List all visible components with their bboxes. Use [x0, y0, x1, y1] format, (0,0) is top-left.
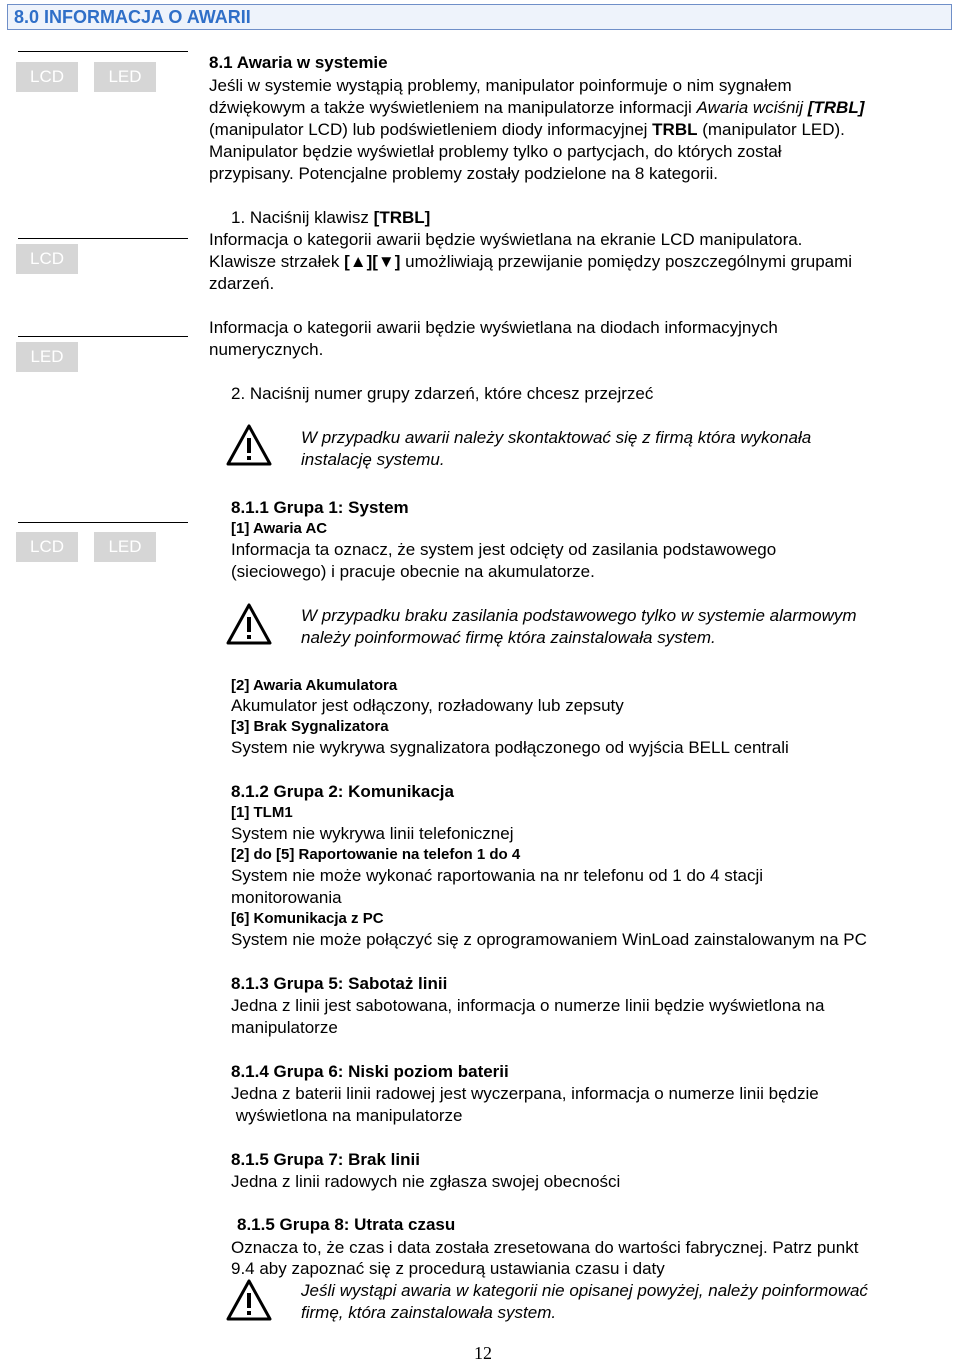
- led-badge: LED: [94, 62, 156, 92]
- warning-text: Jeśli wystąpi awaria w kategorii nie opisanej powyżej, należy poinformować: [301, 1281, 868, 1300]
- item-text: manipulatorze: [231, 1018, 338, 1037]
- item-label: [3] Brak Sygnalizatora: [231, 718, 389, 735]
- paragraph-line: (manipulator LCD) lub podświetleniem diody informacyjnej TRBL (manipulator LED).: [209, 120, 845, 139]
- step-1: 1. Naciśnij klawisz [TRBL]: [231, 208, 431, 227]
- item-text: System nie wykrywa sygnalizatora podłączonego od wyjścia BELL centrali: [231, 738, 789, 757]
- lcd-info-line: zdarzeń.: [209, 274, 275, 293]
- warning-text: W przypadku braku zasilania podstawowego tylko w systemie alarmowym: [301, 606, 857, 625]
- lcd-info-line: Informacja o kategorii awarii będzie wyświetlana na ekranie LCD manipulatora.: [209, 230, 803, 249]
- margin-rule: [18, 238, 188, 239]
- warning-icon: [226, 602, 272, 646]
- item-text: System nie może wykonać raportowania na nr telefonu od 1 do 4 stacji: [231, 866, 764, 885]
- warning-text: firmę, która zainstalowała system.: [301, 1303, 557, 1322]
- section-title: 8.1 Awaria w systemie: [209, 53, 388, 72]
- subsection-title: 8.1.2 Grupa 2: Komunikacja: [231, 782, 454, 801]
- item-text: Jedna z linii jest sabotowana, informacja o numerze linii będzie wyświetlona na: [231, 996, 825, 1015]
- warning-text: W przypadku awarii należy skontaktować się z firmą która wykonała: [301, 428, 812, 447]
- subsection-title: 8.1.5 Grupa 8: Utrata czasu: [237, 1215, 456, 1234]
- page-title: 8.0 INFORMACJA O AWARII: [14, 7, 251, 27]
- led-badge: LED: [16, 342, 78, 372]
- margin-rule: [18, 336, 188, 337]
- step-2: 2. Naciśnij numer grupy zdarzeń, które chcesz przejrzeć: [231, 384, 654, 403]
- item-label: [6] Komunikacja z PC: [231, 910, 384, 927]
- item-text: wyświetlona na manipulatorze: [231, 1106, 463, 1125]
- led-badge: LED: [94, 532, 156, 562]
- warning-icon: [226, 1278, 272, 1322]
- paragraph-line: przypisany. Potencjalne problemy zostały podzielone na 8 kategorii.: [209, 164, 719, 183]
- subsection-title: 8.1.1 Grupa 1: System: [231, 498, 409, 517]
- paragraph-line: Manipulator będzie wyświetlał problemy tylko o partycjach, do których został: [209, 142, 782, 161]
- led-info-line: numerycznych.: [209, 340, 324, 359]
- lcd-badge: LCD: [16, 62, 78, 92]
- item-text: System nie może połączyć się z oprogramowaniem WinLoad zainstalowanym na PC: [231, 930, 867, 949]
- lcd-badge: LCD: [16, 244, 78, 274]
- subsection-title: 8.1.4 Grupa 6: Niski poziom baterii: [231, 1062, 509, 1081]
- item-label: [1] TLM1: [231, 804, 293, 821]
- item-text: Akumulator jest odłączony, rozładowany lub zepsuty: [231, 696, 624, 715]
- warning-icon: [226, 423, 272, 467]
- subsection-title: 8.1.3 Grupa 5: Sabotaż linii: [231, 974, 448, 993]
- lcd-badge: LCD: [16, 532, 78, 562]
- item-label: [2] do [5] Raportowanie na telefon 1 do 4: [231, 846, 521, 863]
- item-text: 9.4 aby zapoznać się z procedurą ustawiania czasu i daty: [231, 1259, 665, 1278]
- paragraph-line: Jeśli w systemie wystąpią problemy, manipulator poinformuje o nim sygnałem: [209, 76, 792, 95]
- item-text: Oznacza to, że czas i data została zresetowana do wartości fabrycznej. Patrz punkt: [231, 1238, 859, 1257]
- item-text: Jedna z linii radowych nie zgłasza swojej obecności: [231, 1172, 621, 1191]
- paragraph-line: dźwiękowym a także wyświetleniem na manipulatorze informacji Awaria wciśnij [TRBL]: [209, 98, 865, 117]
- item-label: [1] Awaria AC: [231, 520, 328, 537]
- lcd-info-line: Klawisze strzałek [▲][▼] umożliwiają przewijanie pomiędzy poszczególnymi grupami: [209, 252, 853, 271]
- warning-text: należy poinformować firmę która zainstalowała system.: [301, 628, 716, 647]
- page-number: 12: [474, 1343, 492, 1363]
- item-label: [2] Awaria Akumulatora: [231, 677, 398, 694]
- item-text: Informacja ta oznacz, że system jest odcięty od zasilania podstawowego: [231, 540, 777, 559]
- item-text: monitorowania: [231, 888, 342, 907]
- item-text: (sieciowego) i pracuje obecnie na akumulatorze.: [231, 562, 595, 581]
- item-text: System nie wykrywa linii telefonicznej: [231, 824, 514, 843]
- led-info-line: Informacja o kategorii awarii będzie wyświetlana na diodach informacyjnych: [209, 318, 778, 337]
- item-text: Jedna z baterii linii radowej jest wyczerpana, informacja o numerze linii będzie: [231, 1084, 819, 1103]
- subsection-title: 8.1.5 Grupa 7: Brak linii: [231, 1150, 420, 1169]
- warning-text: instalację systemu.: [301, 450, 445, 469]
- margin-rule: [18, 522, 188, 523]
- margin-rule: [18, 51, 188, 52]
